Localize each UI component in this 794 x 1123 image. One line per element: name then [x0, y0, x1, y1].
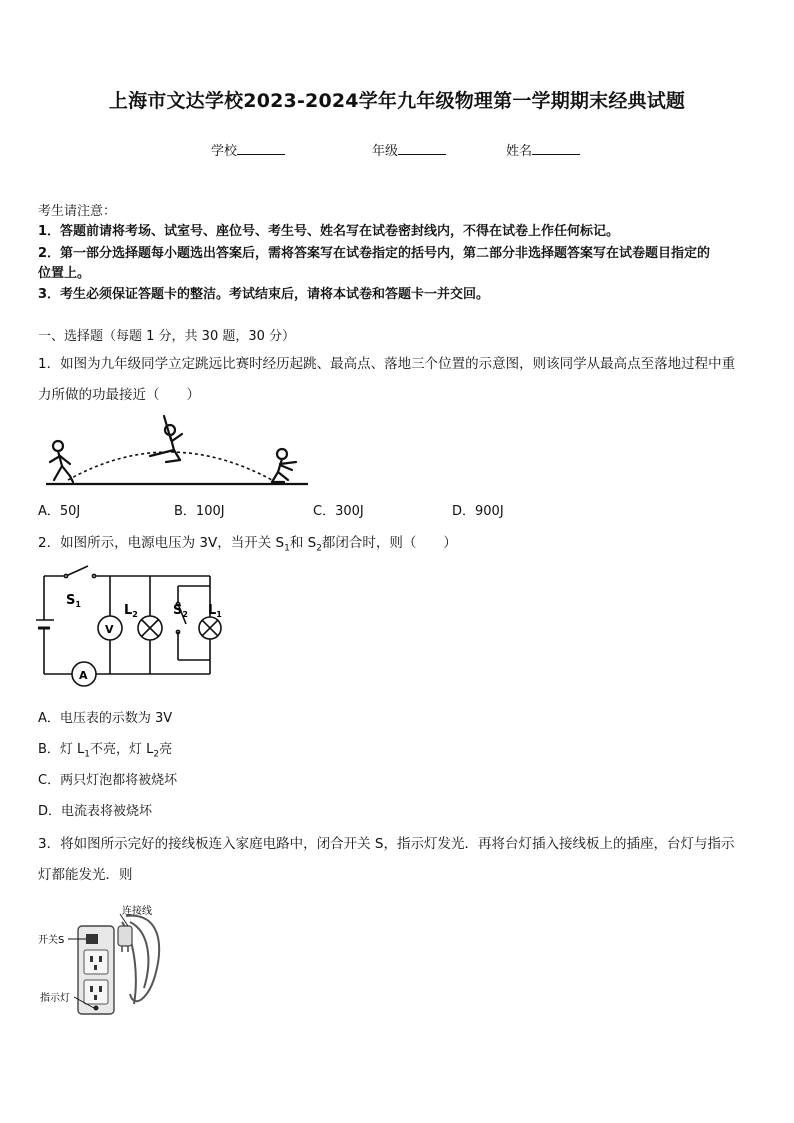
switch-label: 开关S — [38, 935, 65, 946]
q2-option-b-sub1: 1 — [84, 749, 91, 760]
q1-option-d[interactable]: D．900J — [452, 504, 504, 519]
notice-item-3: 3．考生必须保证答题卡的整洁。考试结束后，请将本试卷和答题卡一并交回。 — [38, 287, 490, 302]
q2-option-b-post: 亮 — [159, 742, 173, 757]
l1-label: $L_1$ — [208, 603, 222, 619]
q2-option-c[interactable]: C．两只灯泡都将被烧坏 — [38, 773, 178, 788]
grade-label: 年级 — [372, 144, 399, 159]
q2-option-b-sub2: 2 — [153, 749, 160, 760]
q2-option-d[interactable]: D．电流表将被烧坏 — [38, 804, 153, 819]
q2-stem-c: 都闭合时，则（ ） — [321, 535, 457, 551]
circuit-diagram — [36, 562, 226, 692]
q2-stem — [38, 531, 457, 554]
cord-label: 连接线 — [122, 906, 152, 917]
q2-option-b[interactable] — [38, 738, 172, 760]
s2-label: $S_2$ — [173, 603, 188, 619]
q2-stem-sub1: 1 — [284, 543, 290, 554]
long-jump-figure — [40, 410, 315, 492]
q2-option-b-mid: 不亮，灯 L — [90, 742, 154, 757]
q2-stem-b: 和 S — [289, 535, 317, 551]
grade-blank[interactable] — [398, 141, 446, 155]
q1-stem-line1: 1．如图为九年级同学立定跳远比赛时经历起跳、最高点、落地三个位置的示意图，则该同学从最高点至落地过程中重 — [38, 356, 736, 372]
school-label: 学校 — [211, 144, 238, 159]
notice-item-2-cont: 位置上。 — [38, 266, 91, 281]
power-strip-figure — [38, 902, 173, 1024]
q1-option-c[interactable]: C．300J — [313, 504, 364, 519]
q3-stem-line2: 灯都能发光．则 — [38, 867, 133, 883]
ammeter-label: A — [79, 669, 88, 682]
q2-option-a[interactable]: A．电压表的示数为 3V — [38, 711, 173, 726]
q2-option-b-pre: B．灯 L — [38, 742, 85, 757]
section-heading: 一、选择题（每题 1 分，共 30 题，30 分） — [38, 329, 296, 344]
q1-option-a[interactable]: A．50J — [38, 504, 81, 519]
l2-label: $L_2$ — [124, 603, 138, 619]
q1-option-b[interactable]: B．100J — [174, 504, 225, 519]
s1-label: $S_1$ — [66, 593, 81, 609]
name-label: 姓名 — [506, 144, 533, 159]
q2-stem-sub2: 2 — [316, 543, 322, 554]
voltmeter-label: V — [105, 623, 114, 636]
school-field — [211, 140, 285, 159]
name-field — [506, 140, 580, 159]
q1-stem-line2: 力所做的功最接近（ ） — [38, 387, 200, 403]
q2-stem-a: 2．如图所示，电源电压为 3V，当开关 S — [38, 535, 285, 551]
grade-field — [372, 140, 446, 159]
indicator-label: 指示灯 — [40, 993, 70, 1004]
page-title: 上海市文达学校2023-2024学年九年级物理第一学期期末经典试题 — [108, 90, 686, 112]
school-blank[interactable] — [237, 141, 285, 155]
notice-item-1: 1．答题前请将考场、试室号、座位号、考生号、姓名写在试卷密封线内，不得在试卷上作任何标记。 — [38, 224, 620, 239]
notice-item-2: 2．第一部分选择题每小题选出答案后，需将答案写在试卷指定的括号内，第二部分非选择题答案写在试卷题目指定的 — [38, 246, 711, 261]
name-blank[interactable] — [532, 141, 580, 155]
q3-stem-line1: 3．将如图所示完好的接线板连入家庭电路中，闭合开关 S，指示灯发光．再将台灯插入接线板上的插座，台灯与指示 — [38, 836, 735, 852]
notice-heading: 考生请注意： — [38, 204, 117, 219]
